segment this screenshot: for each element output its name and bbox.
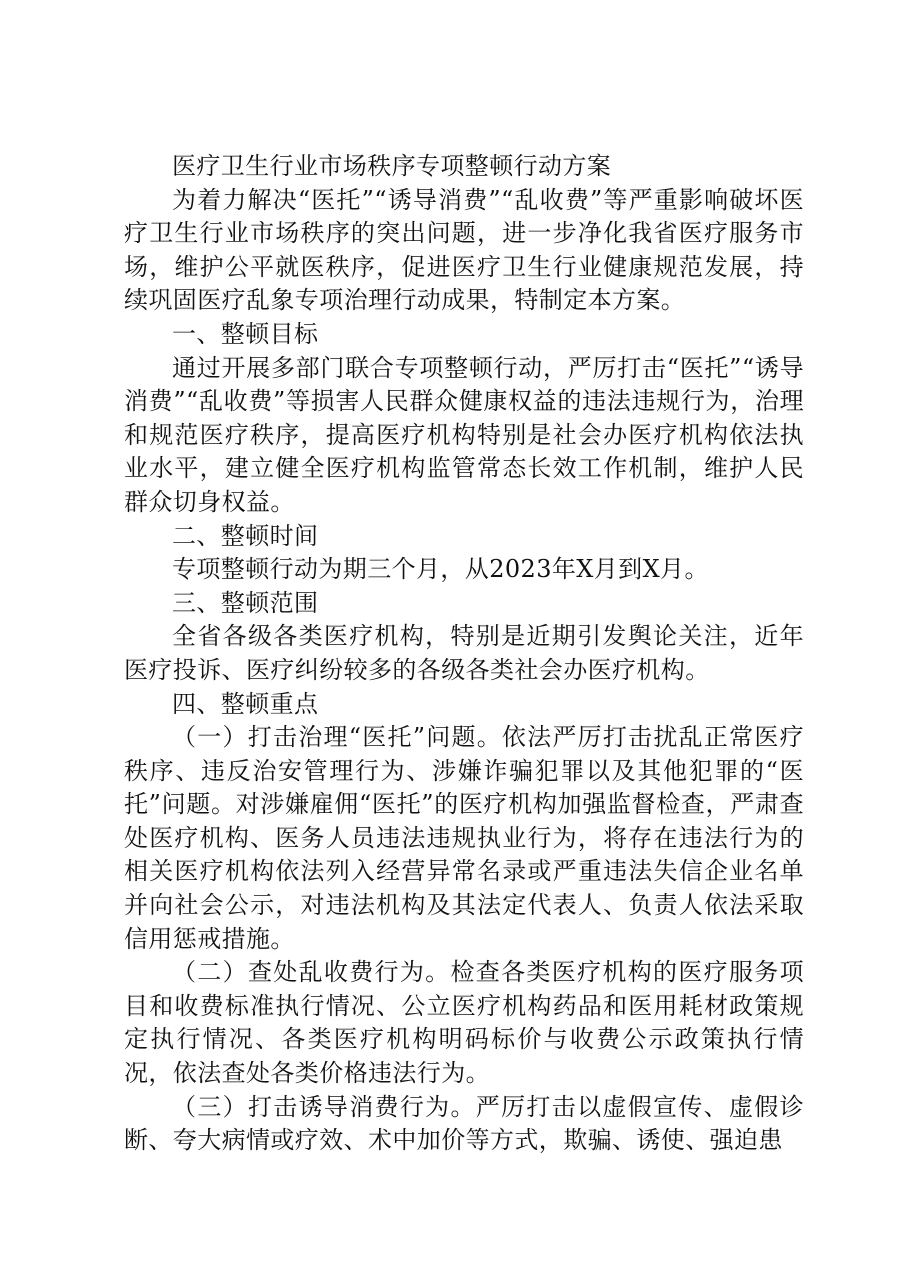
document-title: 医疗卫生行业市场秩序专项整顿行动方案 [172,152,612,180]
focus-item-1: （一）打击治理“医托”问题。依法严厉打击扰乱正常医疗秩序、违反治安管理行为、涉嫌诈骗犯罪以及其他犯罪的“医托”问题。对涉嫌雇佣“医托”的医疗机构加强监督检查，严肃查处医疗机构、医务人员违法违规执业行为，将存在违法行为的相关医疗机构依法列入经营异常名录或严重违法失信企业名单并向社会公示，对违法机构及其法定代表人、负责人依法采取信用惩戒措施。 [124,723,804,953]
section-body-scope: 全省各级各类医疗机构，特别是近期引发舆论关注，近年医疗投诉、医疗纠纷较多的各级各类社会办医疗机构。 [124,622,804,684]
focus-item-2: （二）查处乱收费行为。检查各类医疗机构的医疗服务项目和收费标准执行情况、公立医疗机构药品和医用耗材政策规定执行情况、各类医疗机构明码标价与收费公示政策执行情况，依法查处各类价格违法行为。 [124,958,804,1088]
section-heading-time: 二、整顿时间 [172,521,319,550]
document-body [124,150,804,1158]
section-body-time: 专项整顿行动为期三个月，从2023年X月到X月。 [172,555,709,584]
section-heading-scope: 三、整顿范围 [172,588,319,617]
section-heading-goals: 一、整顿目标 [172,319,319,348]
focus-item-3: （三）打击诱导消费行为。严厉打击以虚假宣传、虚假诊断、夸大病情或疗效、术中加价等方式，欺骗、诱使、强迫患 [124,1092,804,1155]
section-body-goals: 通过开展多部门联合专项整顿行动，严厉打击“医托”“诱导消费”“乱收费”等损害人民群众健康权益的违法违规行为，治理和规范医疗秩序，提高医疗机构特别是社会办医疗机构依法执业水平，建立健全医疗机构监管常态长效工作机制，维护人民群众切身权益。 [124,353,804,516]
intro-paragraph: 为着力解决“医托”“诱导消费”“乱收费”等严重影响破坏医疗卫生行业市场秩序的突出问题，进一步净化我省医疗服务市场，维护公平就医秩序，促进医疗卫生行业健康规范发展，持续巩固医疗乱象专项治理行动成果，特制定本方案。 [124,185,804,315]
section-heading-focus: 四、整顿重点 [172,689,319,718]
